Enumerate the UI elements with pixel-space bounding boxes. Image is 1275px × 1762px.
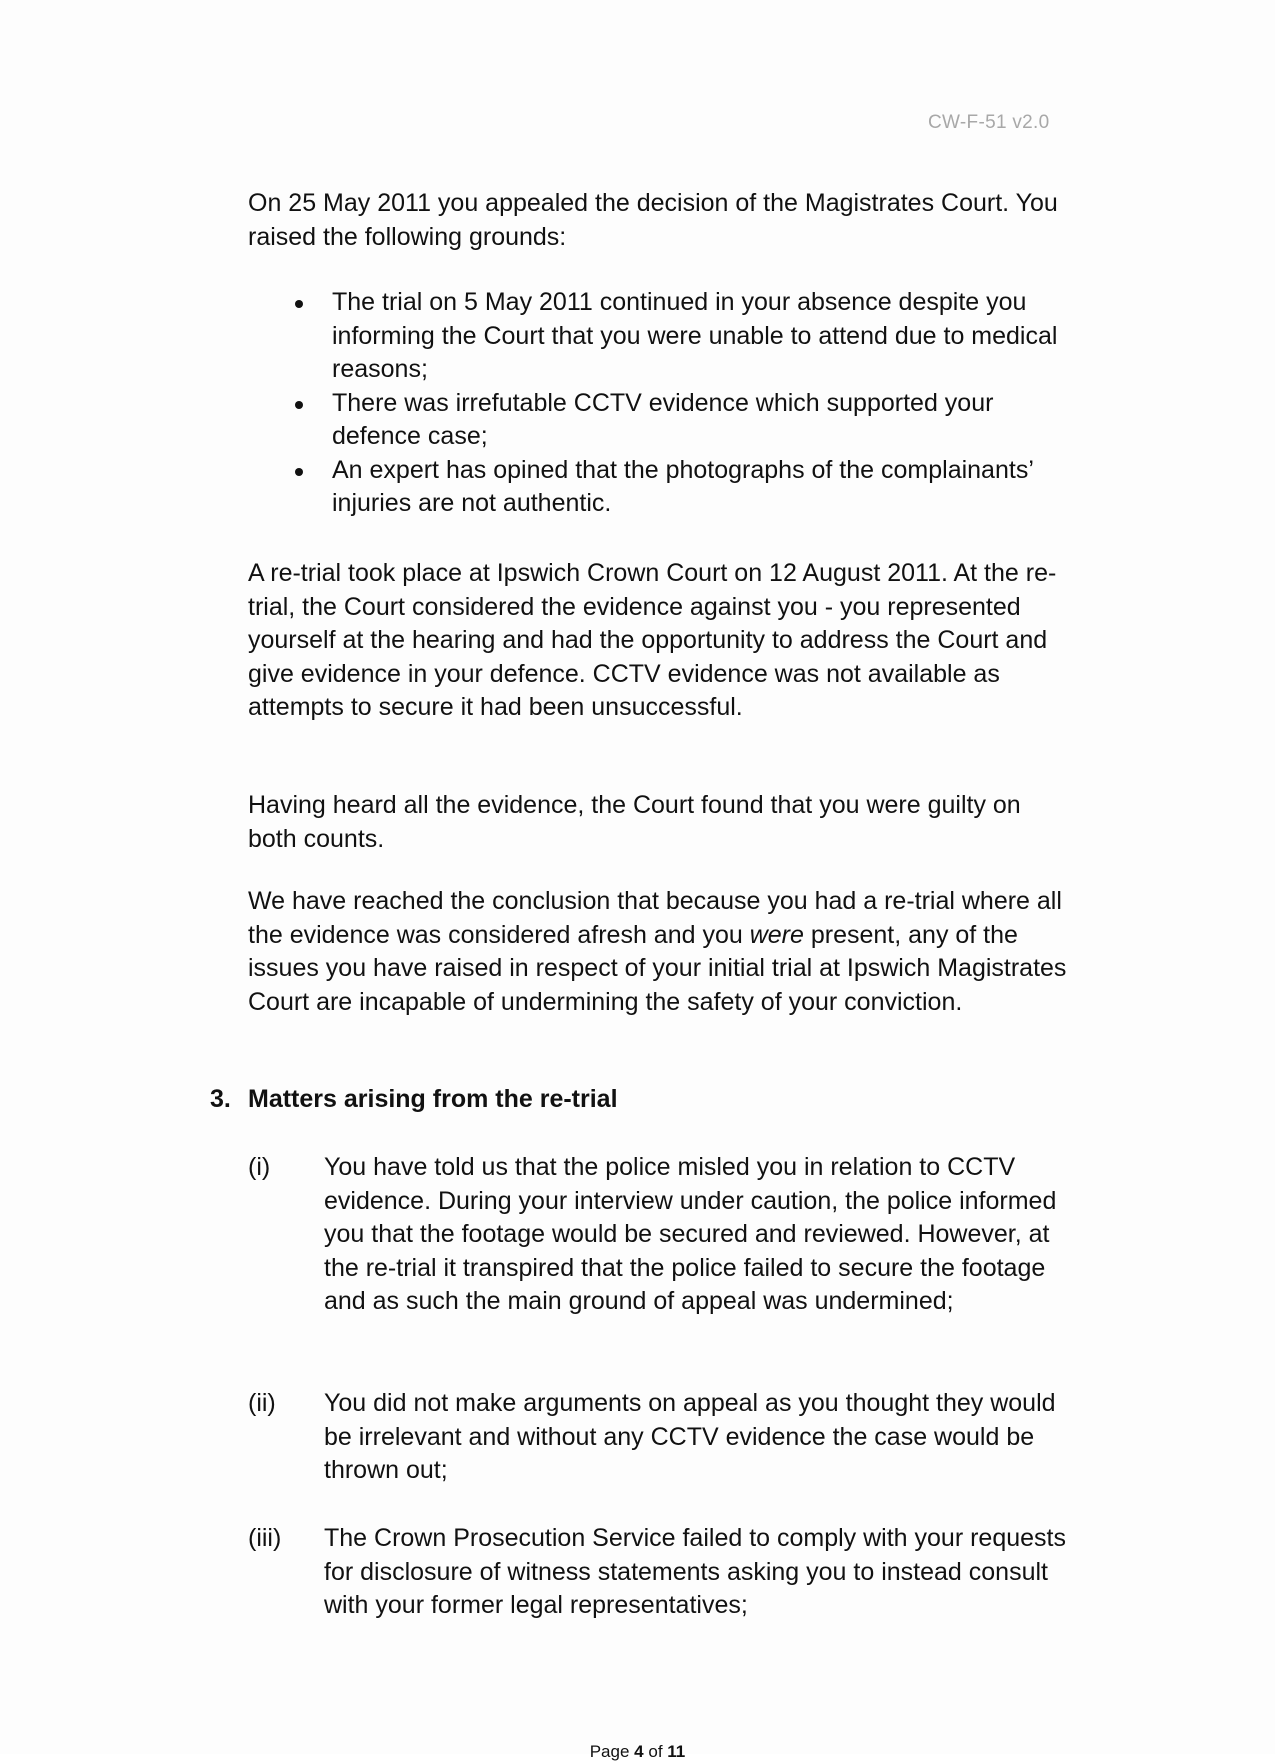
item-text: The Crown Prosecution Service failed to comply with your requests for disclosure of witness statements asking you to instead consult with your former legal representatives; bbox=[324, 1524, 1066, 1619]
document-reference: CW-F-51 v2.0 bbox=[928, 112, 1050, 133]
retrial-paragraph: A re-trial took place at Ipswich Crown Court on 12 August 2011. At the re-trial, the Court considered the evidence against you - you represented yourself at the hearing and had the opportunity to address the Court and give evidence in your defence. CCTV evidence was not available as attempts to secure it had been unsuccessful. bbox=[248, 559, 1057, 721]
page-current: 4 bbox=[634, 1742, 644, 1761]
item-marker: (ii) bbox=[248, 1389, 276, 1417]
page-label: Page bbox=[589, 1742, 630, 1761]
section-number: 3. bbox=[210, 1085, 231, 1113]
item-marker: (i) bbox=[248, 1153, 271, 1181]
item-marker: (iii) bbox=[248, 1524, 282, 1552]
conclusion-text-start: We have reached the conclusion that because you had a re-trial where all the evidence was considered afresh and you bbox=[248, 887, 1062, 949]
item-text: You did not make arguments on appeal as you thought they would be irrelevant and without any CCTV evidence the case would be thrown out; bbox=[324, 1389, 1056, 1484]
conclusion-paragraph bbox=[248, 885, 1068, 1019]
ground-text: The trial on 5 May 2011 continued in your absence despite you informing the Court that you were unable to attend due to medical reasons; bbox=[332, 288, 1058, 383]
list-item bbox=[290, 454, 1080, 521]
conclusion-emphasis: were bbox=[749, 920, 804, 949]
bullet-icon bbox=[295, 468, 303, 476]
item-text: You have told us that the police misled you in relation to CCTV evidence. During your interview under caution, the police informed you that the footage would be secured and reviewed. However, at the re-trial it transpired that the police failed to secure the footage and as such the main ground of appeal was undermined; bbox=[324, 1153, 1057, 1315]
list-item bbox=[290, 387, 1080, 454]
section-title: Matters arising from the re-trial bbox=[248, 1085, 618, 1113]
verdict-paragraph: Having heard all the evidence, the Court found that you were guilty on both counts. bbox=[248, 791, 1021, 853]
list-item bbox=[290, 286, 1080, 387]
page-total: 11 bbox=[667, 1742, 686, 1761]
page-of-label: of bbox=[648, 1742, 663, 1761]
bullet-icon bbox=[295, 300, 303, 308]
section-heading bbox=[210, 1083, 618, 1117]
grounds-list bbox=[290, 286, 1080, 521]
conclusion-text-end: present, any of the issues you have raised in respect of your initial trial at Ipswich Magistrates Court are incapable of undermining the safety of your conviction. bbox=[248, 920, 1067, 1016]
ground-text: There was irrefutable CCTV evidence which supported your defence case; bbox=[332, 388, 994, 450]
ground-text: An expert has opined that the photographs of the complainants’ injuries are not authentic. bbox=[332, 455, 1033, 517]
appeal-intro-paragraph: On 25 May 2011 you appealed the decision of the Magistrates Court. You raised the following grounds: bbox=[248, 189, 1058, 251]
bullet-icon bbox=[295, 401, 303, 409]
page-number-footer bbox=[0, 1742, 1275, 1762]
